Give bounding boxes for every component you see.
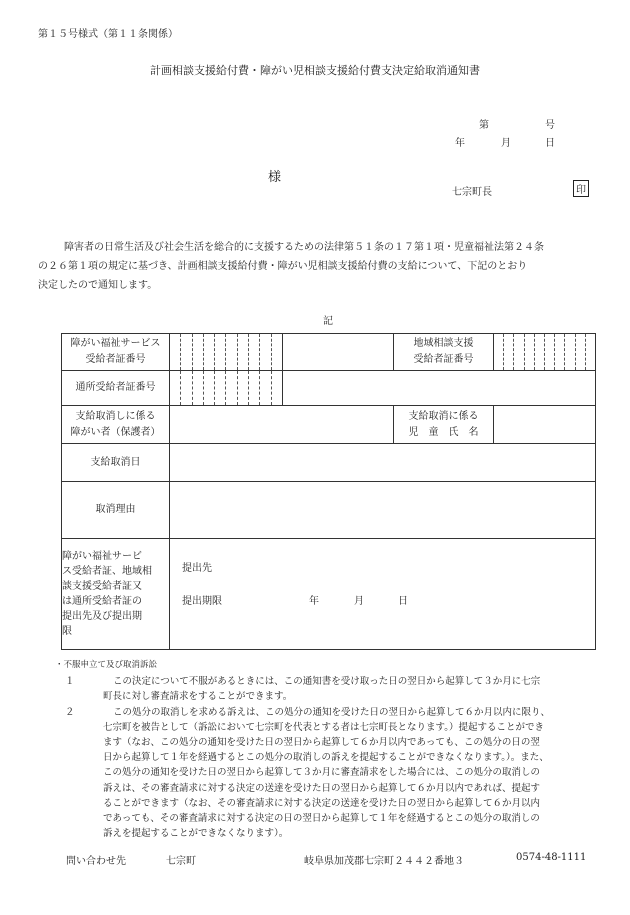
submission-destination-label: 提出先 [182, 563, 212, 574]
submission-field[interactable] [170, 539, 596, 650]
contact-address: 岐阜県加茂郡七宗町２４４２番地３ [304, 856, 464, 867]
seal-stamp: 印 [573, 180, 589, 197]
doc-no-dai: 第 [479, 120, 489, 131]
notes-heading: ・不服申立て及び取消訴訟 [55, 660, 158, 670]
deadline-month: 月 [354, 596, 364, 607]
blank-cell [283, 371, 596, 406]
doc-no-go: 号 [545, 120, 555, 131]
child-name-label: 支給取消に係る 児 童 氏 名 [394, 406, 494, 444]
welfare-cert-number-field[interactable] [170, 334, 283, 371]
regional-cert-label: 地域相談支援 受給者証番号 [394, 334, 494, 371]
note-item: ２ この処分の取消しを求める訴えは、この処分の通知を受けた日の翌日から起算して６か月以内に限り、 七宗町を被告として（訴訟において七宗町を代表とする者は七宗町長となります。）提起することができ ます（なお、この処分の通知を受けた日の翌日から起算して６か月以内であっても、この処分の日の翌 日から起算して１年を経過するとこの処分の取消しの訴えを提起することができなくなります。）。また、 この処分の通知を受けた日の翌日から起算して３か月に審査請求をした場合には、この処分の取消しの 訴えは、その審査請求に対する決定の送達を受けた日の翌日から起算して６か月以内であれば、提起す ることができます（なお、その審査請求に対する決定の送達を受けた日の翌日から起算して６か月以内 であっても、その審査請求に対する決定の日の翌日から起算して１年を経過するとこの処分の取消しの 訴えを提起することができなくなります）。 [65, 706, 551, 840]
contact-label: 問い合わせ先 [66, 856, 126, 867]
addressee-suffix: 様 [268, 170, 282, 185]
revocation-reason-label: 取消理由 [62, 482, 170, 539]
body-line: 障害者の日常生活及び社会生活を総合的に支援するための法律第５１条の１７第１項・児童福祉法第２４条 [64, 242, 544, 253]
form-number: 第１５号様式（第１１条関係） [38, 29, 178, 40]
revocation-person-field[interactable] [170, 406, 394, 444]
body-text [38, 238, 598, 295]
contact-org: 七宗町 [166, 856, 196, 867]
regional-cert-number-field[interactable] [494, 334, 596, 371]
date-year: 年 [455, 138, 465, 149]
issuer: 七宗町長 [452, 187, 492, 198]
revocation-reason-field[interactable] [170, 482, 596, 539]
revocation-date-field[interactable] [170, 444, 596, 482]
body-line: の２６第１項の規定に基づき、計画相談支援給付費・障がい児相談支援給付費の支給について、下記のとおり [38, 261, 528, 272]
revocation-person-label: 支給取消しに係る 障がい者（保護者） [62, 406, 170, 444]
date-month: 月 [501, 138, 511, 149]
body-line: 決定したので通知します。 [38, 280, 158, 291]
appeal-notes [55, 658, 581, 841]
note-item: １ この決定について不服があるときには、この通知書を受け取った日の翌日から起算して３か月に七宗 町長に対し審査請求をすることができます。 [65, 676, 541, 703]
deadline-year: 年 [309, 596, 319, 607]
day-service-cert-number-field[interactable] [170, 371, 283, 406]
submission-deadline-label: 提出期限 [182, 596, 222, 607]
page-title: 計画相談支援給付費・障がい児相談支援給付費支決定給取消通知書 [150, 64, 480, 77]
welfare-cert-label: 障がい福祉サービス 受給者証番号 [62, 334, 170, 371]
contact-phone: 0574-48-1111 [516, 852, 587, 863]
submission-label: 障がい福祉サービ ス受給者証、地域相 談支援受給者証又 は通所受給者証の 提出先及び提出期 限 [62, 539, 170, 650]
day-service-cert-label: 通所受給者証番号 [62, 371, 170, 406]
ki-heading: 記 [323, 316, 333, 327]
decision-table [61, 333, 596, 650]
deadline-day: 日 [398, 596, 408, 607]
revocation-date-label: 支給取消日 [62, 444, 170, 482]
blank-cell [283, 334, 394, 371]
child-name-field[interactable] [494, 406, 596, 444]
date-day: 日 [545, 138, 555, 149]
